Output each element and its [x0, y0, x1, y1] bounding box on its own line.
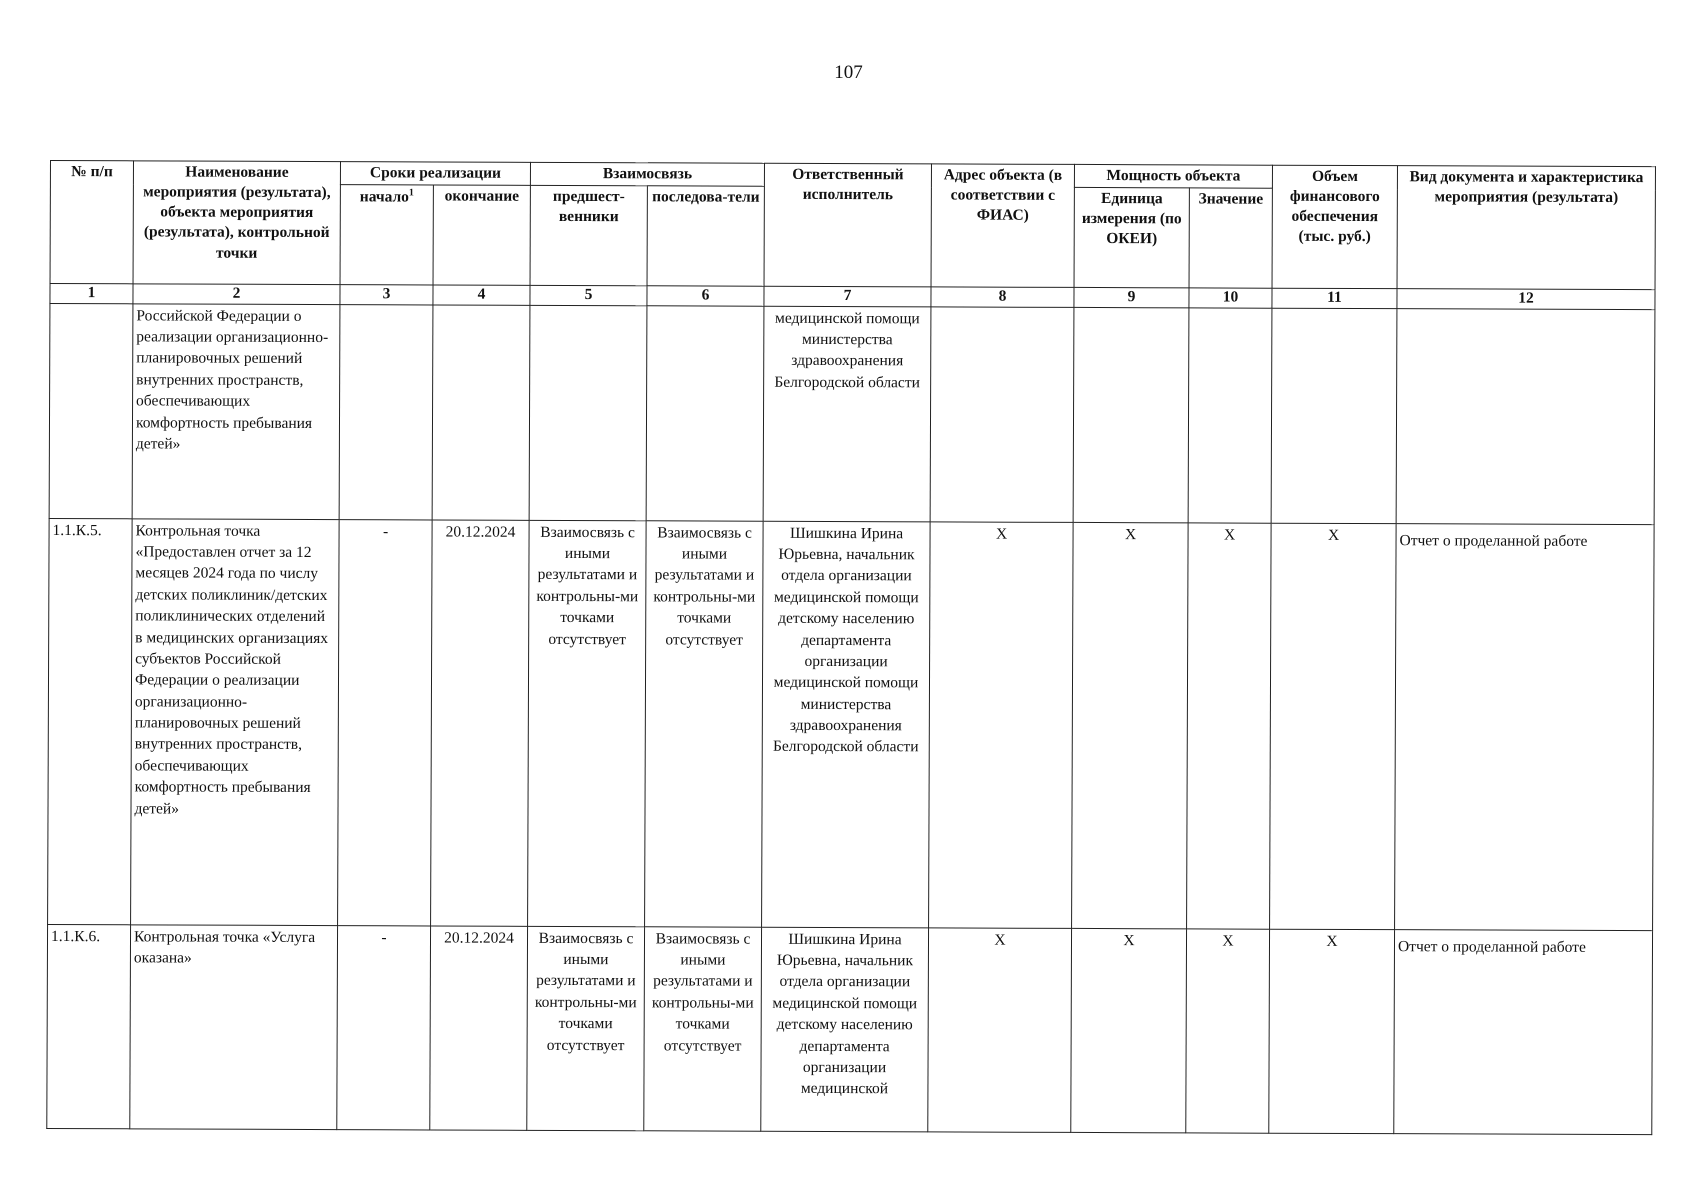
column-number: 9	[1074, 288, 1189, 308]
cell-value: X	[1187, 523, 1272, 929]
header-end: окончание	[433, 185, 530, 285]
header-doc-type: Вид документа и характеристика мероприятия (результата)	[1397, 166, 1655, 290]
column-number: 12	[1397, 289, 1655, 310]
cell-address	[930, 307, 1074, 523]
header-responsible: Ответственный исполнитель	[764, 163, 931, 287]
header-relation: Взаимосвязь	[530, 162, 764, 186]
column-number: 5	[530, 285, 647, 305]
cell-doc-type: Отчет о проделанной работе	[1394, 929, 1653, 1134]
column-number: 10	[1189, 288, 1272, 308]
cell-financing	[1271, 308, 1397, 523]
column-number: 6	[647, 286, 764, 306]
footnote-mark: 1	[408, 187, 414, 199]
header-row-1	[50, 161, 1655, 190]
header-num: № п/п	[50, 161, 133, 284]
header-address: Адрес объекта (в соответствии с ФИАС)	[931, 164, 1074, 288]
column-number: 8	[931, 287, 1074, 307]
cell-responsible: Шишкина Ирина Юрьевна, начальник отдела организации медицинской помощи детскому населению департамента организации медицинской	[761, 927, 929, 1132]
cell-value: X	[1186, 929, 1270, 1133]
cell-unit: X	[1072, 522, 1189, 928]
cell-financing: X	[1270, 523, 1397, 929]
column-number: 3	[340, 285, 433, 305]
header-terms: Сроки реализации	[340, 162, 530, 186]
cell-unit	[1073, 307, 1189, 522]
cell-start: -	[337, 925, 431, 1129]
column-number: 1	[50, 284, 133, 304]
cell-successors: Взаимосвязь с иными результатами и контрольны-ми точками отсутствует	[644, 927, 762, 1131]
header-unit: Единица измерения (по ОКЕИ)	[1074, 188, 1189, 288]
header-start: начало$^1$	[340, 185, 433, 285]
cell-end: 20.12.2024	[430, 926, 528, 1130]
header-value: Значение	[1189, 188, 1272, 288]
cell-address: X	[929, 522, 1074, 929]
cell-predecessors: Взаимосвязь с иными результатами и контрольны-ми точками отсутствует	[528, 520, 647, 926]
column-number: 2	[133, 284, 340, 304]
cell-successors: Взаимосвязь с иными результатами и контрольны-ми точками отсутствует	[645, 521, 764, 927]
measures-table	[46, 160, 1656, 1135]
cell-predecessors: Взаимосвязь с иными результатами и контрольны-ми точками отсутствует	[527, 926, 645, 1130]
header-predecessors: предшест-венники	[530, 185, 647, 285]
cell-num: 1.1.К.6.	[47, 924, 131, 1128]
cell-num: 1.1.К.5.	[48, 518, 133, 924]
cell-successors	[646, 306, 764, 521]
cell-predecessors	[529, 305, 647, 520]
cell-end	[432, 305, 530, 520]
table-row	[48, 518, 1655, 930]
cell-address: X	[928, 928, 1072, 1133]
header-financing: Объем финансового обеспечения (тыс. руб.)	[1272, 165, 1397, 289]
header-name: Наименование мероприятия (результата), объекта мероприятия (результата), контрольной точки	[133, 161, 340, 285]
cell-end: 20.12.2024	[431, 520, 530, 926]
cell-unit: X	[1071, 928, 1187, 1132]
cell-responsible: медицинской помощи министерства здравоохранения Белгородской области	[763, 306, 931, 522]
cell-value	[1188, 308, 1272, 523]
cell-doc-type	[1396, 308, 1655, 524]
header-successors: последова-тели	[647, 186, 764, 286]
column-number: 11	[1272, 288, 1397, 308]
column-number: 7	[764, 286, 931, 306]
cell-num	[49, 303, 133, 518]
column-number: 4	[433, 285, 530, 305]
cell-doc-type: Отчет о проделанной работе	[1395, 523, 1655, 930]
cell-responsible: Шишкина Ирина Юрьевна, начальник отдела организации медицинской помощи детскому населению департамента организации медицинской помощи министерства здравоохранения Белгородской области	[762, 521, 931, 928]
cell-name: Контрольная точка «Предоставлен отчет за 12 месяцев 2024 года по числу детских поликлиник/детских поликлинических отделений в медицинских организациях субъектов Российской Федерации о реализации организационно-планировочных решений внутренних пространств, обеспечивающих комфортность пребывания детей»	[131, 519, 340, 926]
header-capacity: Мощность объекта	[1074, 164, 1272, 188]
page-number: 107	[834, 62, 863, 83]
table-row	[47, 924, 1653, 1134]
cell-start	[339, 304, 433, 519]
cell-financing: X	[1269, 929, 1395, 1133]
cell-name: Контрольная точка «Услуга оказана»	[130, 925, 338, 1130]
continuation-row	[49, 303, 1655, 524]
cell-start: -	[338, 519, 433, 925]
cell-name: Российской Федерации о реализации организационно-планировочных решений внутренних пространств, обеспечивающих комфортность пребывания детей»	[132, 304, 340, 520]
